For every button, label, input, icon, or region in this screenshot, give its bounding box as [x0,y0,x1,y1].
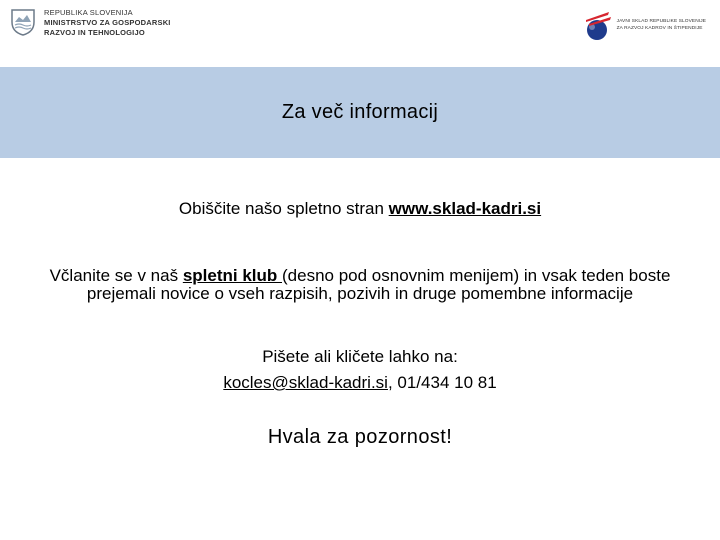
join-suffix-text: (desno pod osnovnim menijem) in vsak teden boste prejemali novice o vseh razpisih, pozivih in druge pomembne informacije [86,266,671,303]
slovenia-crest-icon [10,8,36,36]
ministry-logo [10,8,171,38]
contact-details [40,374,680,392]
fund-line: JAVNI SKLAD REPUBLIKE SLOVENIJE [616,19,706,24]
phone-text: , 01/434 10 81 [387,373,497,392]
email-link[interactable]: kocles@sklad-kadri.si [223,373,388,392]
page-title: Za več informacij [281,101,439,123]
join-text: Včlanite se v naš [49,266,183,285]
fund-logo [583,8,706,42]
website-link[interactable]: www.sklad-kadri.si [388,199,542,218]
page-header [0,0,720,66]
contact-text: Pišete ali kličete lahko na: [262,347,458,366]
title-band [0,67,720,158]
ministry-line: MINISTRSTVO ZA GOSPODARSKI [44,18,171,27]
club-paragraph [40,267,680,303]
fund-emblem-icon [583,8,613,42]
ministry-name [44,8,171,38]
club-link[interactable]: spletni klub [182,266,283,285]
visit-text: Obiščite našo spletno stran [178,199,389,218]
contact-paragraph [40,348,680,392]
thanks-text: Hvala za pozornost! [267,426,453,448]
ministry-line: REPUBLIKA SLOVENIJA [44,8,133,17]
ministry-line: RAZVOJ IN TEHNOLOGIJO [44,28,145,37]
fund-line: ZA RAZVOJ KADROV IN ŠTIPENDIJE [616,26,703,31]
fund-name [617,18,706,32]
website-paragraph [40,200,680,218]
